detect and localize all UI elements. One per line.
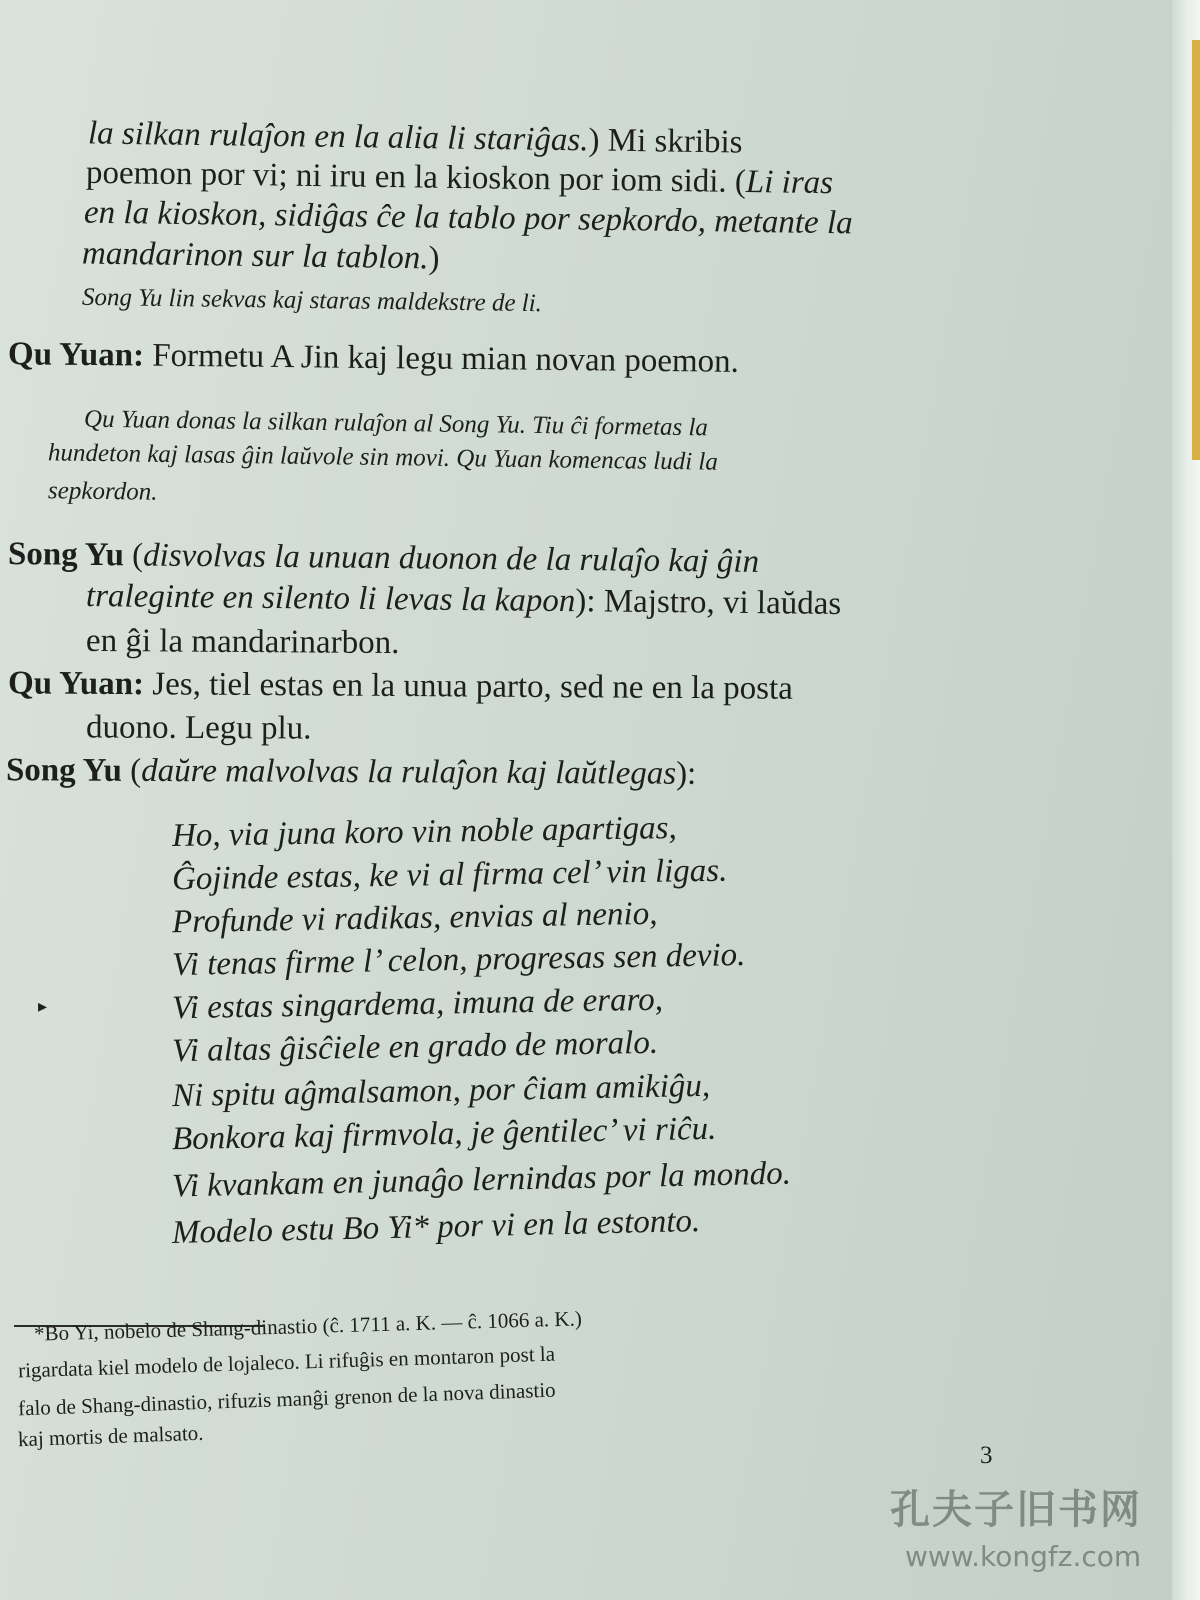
footnote-line: *Bo Yi, nobelo de Shang-dinastio (ĉ. 1711 a. K. — ĉ. 1066 a. K.): [33, 1306, 583, 1346]
footnote-line: falo de Shang-dinastio, rifuzis manĝi grenon de la nova dinastio: [17, 1377, 556, 1421]
poem-line: Bonkora kaj firmvola, je ĝentilec’ vi riĉu.: [171, 1110, 717, 1158]
poem-line: Modelo estu Bo Yi* por vi en la estonto.: [171, 1203, 701, 1251]
watermark-logo: 孔夫子旧书网: [890, 1487, 1142, 1533]
speaker-name: Qu Yuan:: [7, 336, 145, 374]
page-edge-strip: [1192, 40, 1200, 460]
speech-qu-yuan-1: Qu Yuan: Formetu A Jin kaj legu mian novan poemon.: [7, 336, 740, 380]
poem-line: Ho, via juna koro vin noble apartigas,: [171, 810, 677, 854]
footnote-line: rigardata kiel modelo de lojaleco. Li rifuĝis en montaron post la: [17, 1341, 556, 1383]
margin-mark: ▸: [38, 996, 48, 1016]
speaker-name: Qu Yuan:: [7, 665, 145, 703]
text-line-3: en la kioskon, sidiĝas ĉe la tablo por sepkordo, metante la: [83, 194, 853, 242]
poem-line: Ĝojinde estas, ke vi al firma cel’ vin ligas.: [171, 852, 728, 898]
watermark-url: www.kongfz.com: [905, 1540, 1142, 1573]
stage-direction-2a: Qu Yuan donas la silkan rulaĵon al Song Yu. Tiu ĉi formetas la: [83, 405, 709, 442]
stage-direction-2c: sepkordon.: [47, 477, 158, 506]
stage-direction-2b: hundeton kaj lasas ĝin laŭvole sin movi. Qu Yuan komencas ludi la: [47, 439, 719, 476]
poem-line: Vi tenas firme l’ celon, progresas sen devio.: [171, 936, 746, 984]
footnote-line: kaj mortis de malsato.: [17, 1420, 204, 1452]
speech-song-yu-2: Song Yu (daŭre malvolvas la rulaĵon kaj laŭtlegas):: [5, 752, 697, 792]
speaker-name: Song Yu: [7, 536, 125, 574]
speech-qu-yuan-2b: duono. Legu plu.: [85, 709, 312, 747]
speaker-name: Song Yu: [5, 752, 122, 789]
poem-line: Vi kvankam en junaĝo lernindas por la mondo.: [171, 1155, 792, 1205]
poem-line: Ni spitu aĝmalsamon, por ĉiam amikiĝu,: [171, 1067, 711, 1115]
text-line-2: poemon por vi; ni iru en la kioskon por iom sidi. (Li iras: [85, 154, 834, 202]
speech-song-yu-1: Song Yu (disvolvas la unuan duonon de la rulaĵo kaj ĝin: [7, 536, 760, 580]
stage-direction-1: Song Yu lin sekvas kaj staras maldekstre de li.: [81, 283, 543, 318]
poem-line: Profunde vi radikas, envias al nenio,: [171, 895, 658, 941]
text-line-4: mandarinon sur la tablon.): [81, 235, 440, 277]
speech-qu-yuan-2: Qu Yuan: Jes, tiel estas en la unua parto, sed ne en la posta: [7, 665, 793, 707]
poem-line: Vi estas singardema, imuna de eraro,: [171, 981, 664, 1027]
speech-song-yu-1c: en ĝi la mandarinarbon.: [85, 622, 400, 662]
speech-song-yu-1b: traleginte en silento li levas la kapon): Majstro, vi laŭdas: [85, 578, 842, 622]
poem-line: Vi altas ĝisĉiele en grado de moralo.: [171, 1024, 659, 1070]
page-number: 3: [980, 1442, 993, 1469]
text-line-1: la silkan rulaĵon en la alia li stariĝas.) Mi skribis: [87, 115, 743, 161]
